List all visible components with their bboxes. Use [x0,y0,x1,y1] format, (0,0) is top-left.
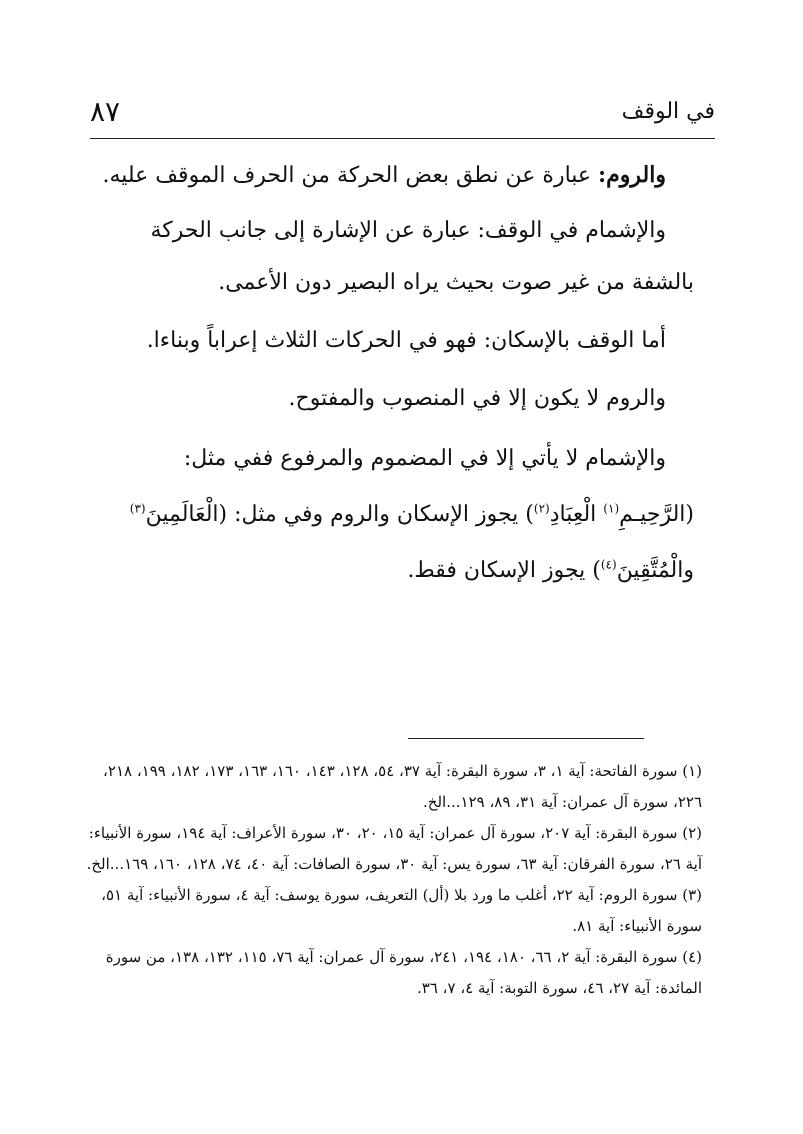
footnote-2: (٢) سورة البقرة: آية ٢٠٧، سورة آل عمران: آية ١٥، ٢٠، ٣٠، سورة الأعراف: آية ١٩٤، سورة الأنبياء: آية ٢٦، سورة الفرقان: آية ٦٣، سورة يس: آية ٣٠، سورة الصافات: آية ٤٠، ٧٤، ١٢٨، ١٦٠، ١٦٩...الخ. [86,824,702,873]
text-segment: ) يجوز الإسكان فقط. [407,558,601,583]
footnote-3: (٣) سورة الروم: آية ٢٢، أغلب ما ورد بلا (أل) التعريف، سورة يوسف: آية ٤، سورة الأنبياء: آية ٥١، سورة الأنبياء: آية ٨١. [101,886,702,935]
paragraph-ishmam: والإشمام في الوقف: عبارة عن الإشارة إلى جانب الحركة بالشفة من غير صوت بحيث يراه البصير دون الأعمى. [150,218,694,295]
paragraph-rawm-rule: والروم لا يكون إلا في المنصوب والمفتوح. [288,386,666,411]
footnote-ref[interactable]: (١) [603,501,620,516]
paragraph-iskan: أما الوقف بالإسكان: فهو في الحركات الثلاث إعراباً وبناءا. [146,328,666,353]
main-text [88,150,694,599]
footnotes [80,756,702,1004]
quran-word: الْعِبَادِ [549,502,597,527]
paragraph-rawm [88,150,694,201]
paragraph-text: عبارة عن نطق بعض الحركة من الحرف الموقف عليه. [102,163,599,188]
paragraph-examples [88,431,694,599]
term-rawm: والروم: [598,162,666,188]
text-segment: و [683,558,694,583]
quran-word: الرَّحِيـمِ [619,502,686,527]
footnote-ref[interactable]: (٣) [129,501,146,516]
quran-word: الْعَالَمِينَ [145,502,219,527]
text-segment: ) يجوز الإسكان والروم وفي مثل: ( [218,502,534,527]
page-number: ٨٧ [90,95,121,128]
page-header [90,92,715,139]
footnote-ref[interactable]: (٤) [600,557,617,572]
footnote-divider [408,738,644,739]
footnote-ref[interactable]: (٢) [533,501,550,516]
text-segment: والإشمام لا يأتي إلا في المضموم والمرفوع ففي مثل: ( [183,446,694,527]
running-title: في الوقف [621,99,715,124]
footnote-1: (١) سورة الفاتحة: آية ١، ٣، سورة البقرة: آية ٣٧، ٥٤، ١٢٨، ١٤٣، ١٦٠، ١٦٣، ١٧٣، ١٨٢، ١٩٩، ٢١٨، ٢٢٦، سورة آل عمران: آية ٣١، ٨٩، ١٢٩...الخ. [103,762,702,811]
footnote-4: (٤) سورة البقرة: آية ٢، ٦٦، ١٨٠، ١٩٤، ٢٤١، سورة آل عمران: آية ٧٦، ١١٥، ١٣٢، ١٣٨، من سورة المائدة: آية ٢٧، ٤٦، سورة التوبة: آية ٤، ٧، ٣٦. [105,948,702,997]
quran-word: الْمُتَّقِينَ [616,558,684,583]
